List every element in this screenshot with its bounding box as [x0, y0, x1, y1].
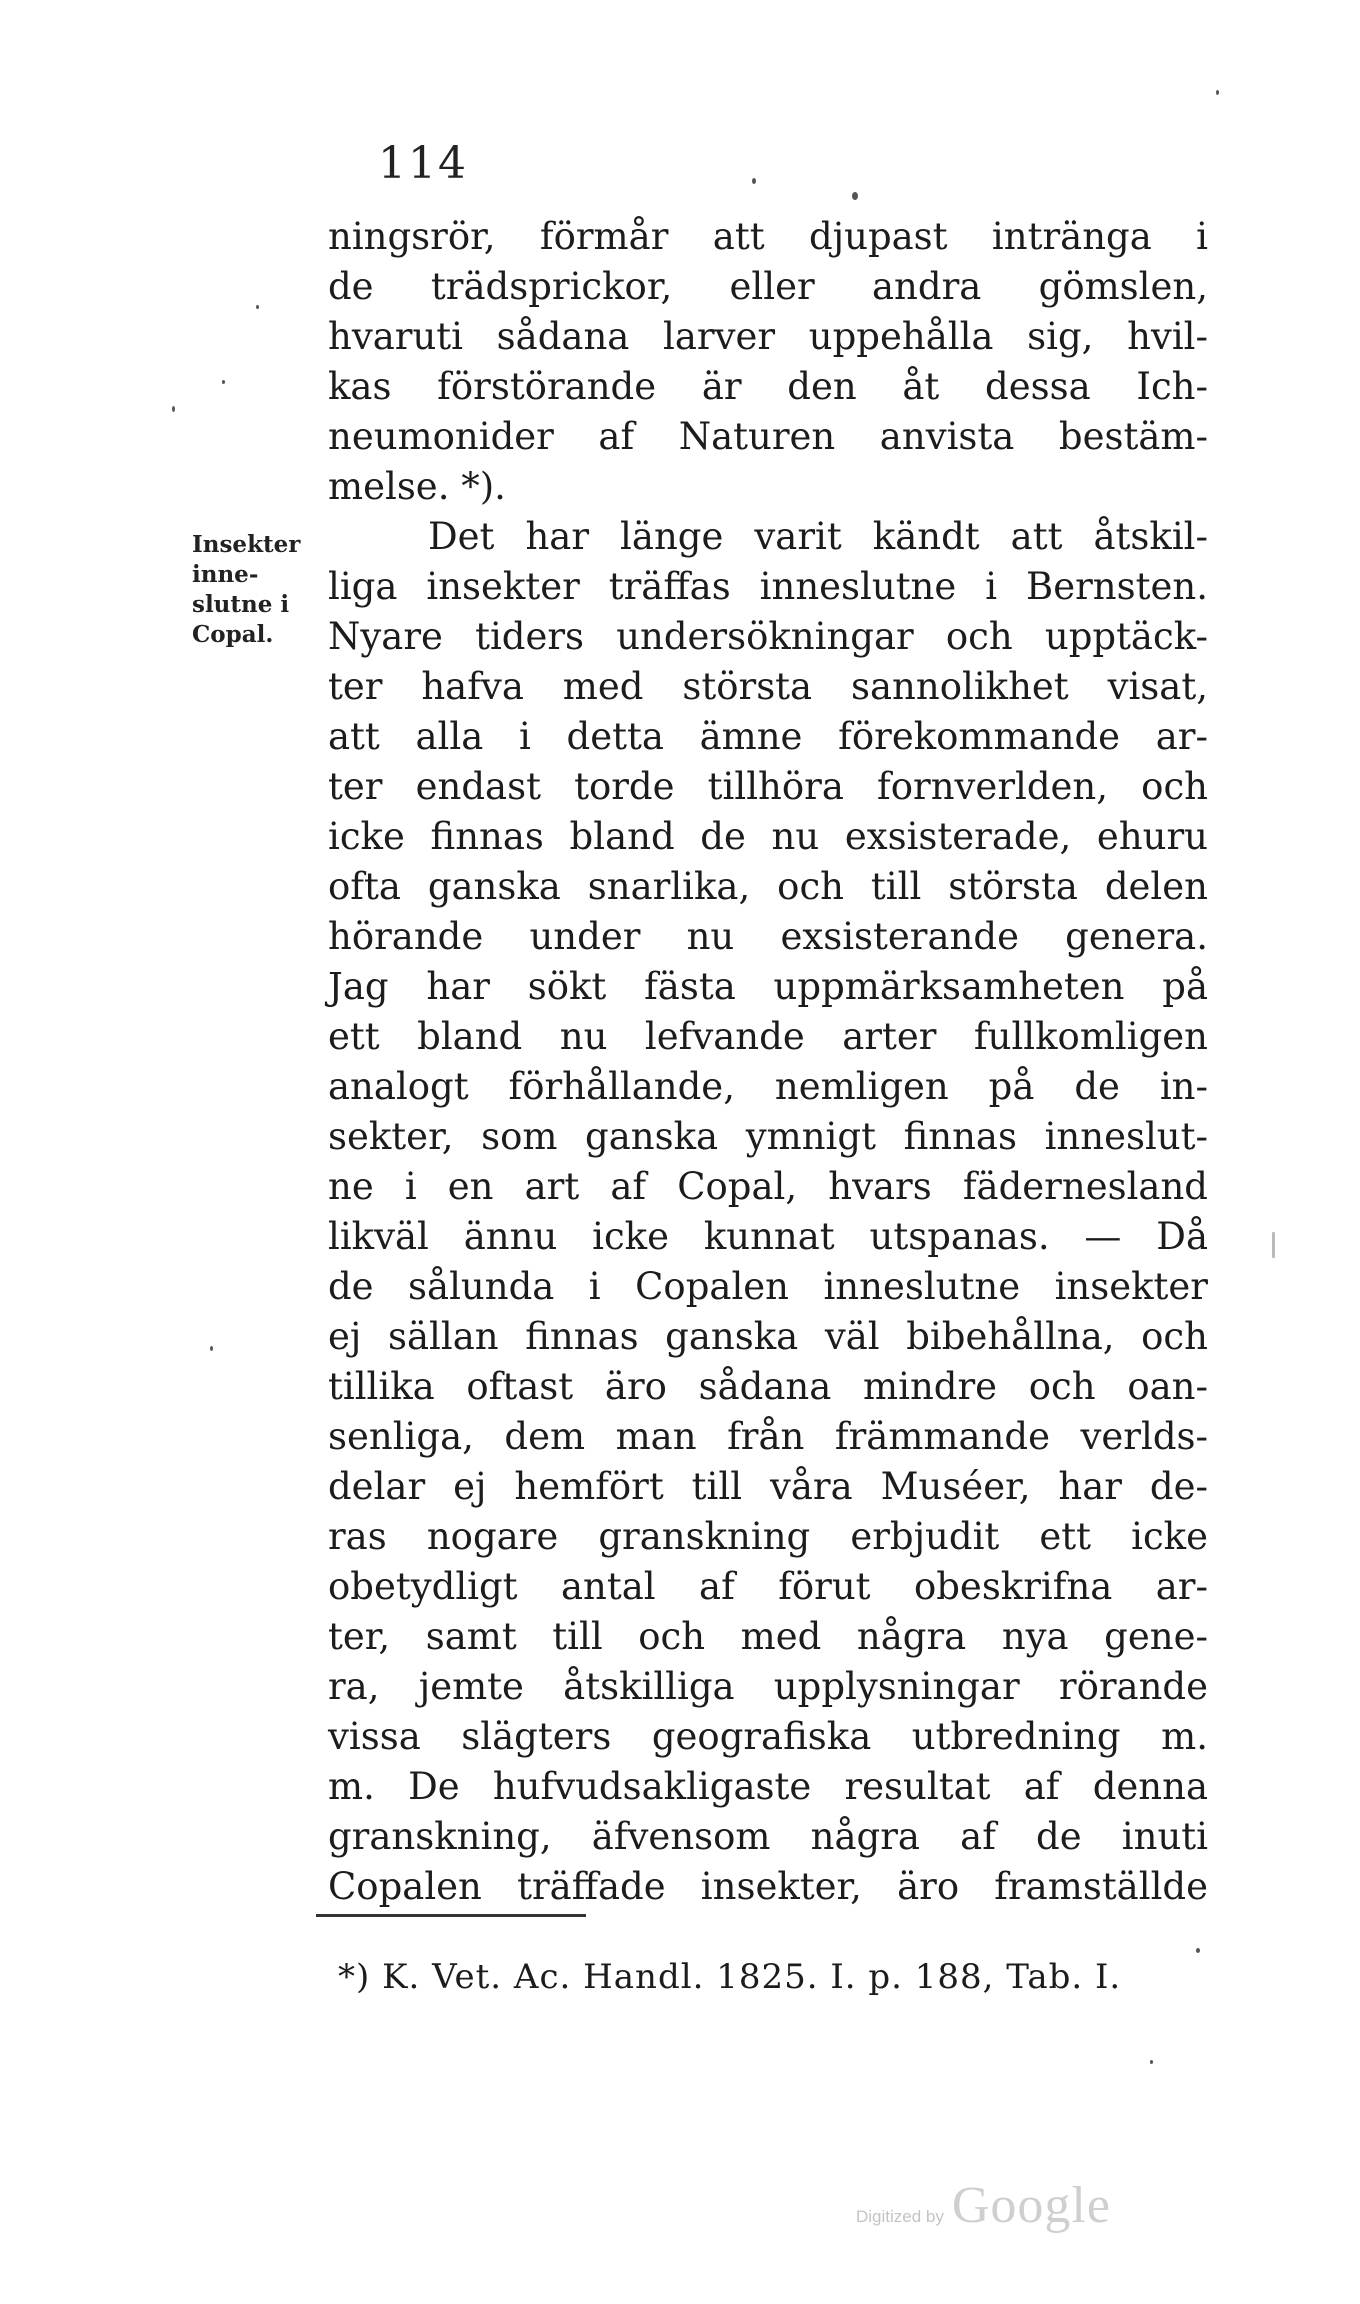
text-line: ett bland nu lefvande arter fullkomligen [328, 1015, 1208, 1058]
text-line: ej sällan finnas ganska väl bibehållna, och [328, 1315, 1208, 1358]
margin-note-line: slutne i [192, 591, 290, 618]
footnote-divider [316, 1914, 586, 1917]
scan-speck [752, 178, 756, 184]
text-line: att alla i detta ämne förekommande ar- [328, 715, 1208, 758]
scan-speck [172, 406, 175, 412]
text-line: ra, jemte åtskilliga upplysningar rörande [328, 1665, 1208, 1708]
text-line: neumonider af Naturen anvista bestäm- [328, 415, 1208, 458]
margin-note-line: Copal. [192, 621, 274, 648]
text-line: m. De hufvudsakligaste resultat af denna [328, 1765, 1208, 1808]
text-line: hörande under nu exsisterande genera. [328, 915, 1208, 958]
footnote: *) K. Vet. Ac. Handl. 1825. I. p. 188, Tab. I. [338, 1957, 1122, 1997]
text-line: ter hafva med största sannolikhet visat, [328, 665, 1208, 708]
text-line: senliga, dem man från främmande verlds- [328, 1415, 1208, 1458]
scan-speck [256, 305, 259, 309]
margin-note-line: Insekter [192, 531, 301, 558]
text-line: granskning, äfvensom några af de inuti [328, 1815, 1208, 1858]
text-line: ter endast torde tillhöra fornverlden, och [328, 765, 1208, 808]
text-line: hvaruti sådana larver uppehålla sig, hvil- [328, 315, 1208, 358]
text-line: ras nogare granskning erbjudit ett icke [328, 1515, 1208, 1558]
text-line: liga insekter träffas inneslutne i Bernsten. [328, 565, 1208, 608]
text-line: Jag har sökt fästa uppmärksamheten på [328, 965, 1208, 1008]
margin-note [192, 530, 332, 650]
text-line: likväl ännu icke kunnat utspanas. — Då [328, 1215, 1208, 1258]
scan-speck [222, 380, 225, 384]
scan-speck [210, 1346, 213, 1351]
text-line: de trädsprickor, eller andra gömslen, [328, 265, 1208, 308]
body-text [328, 212, 1208, 1912]
text-line: delar ej hemfört till våra Muséer, har de- [328, 1465, 1208, 1508]
margin-note-line: inne- [192, 561, 259, 588]
text-line: ne i en art af Copal, hvars fädernesland [328, 1165, 1208, 1208]
scan-speck [1216, 90, 1219, 95]
text-line: de sålunda i Copalen inneslutne insekter [328, 1265, 1208, 1308]
text-line: Nyare tiders undersökningar och upptäck- [328, 615, 1208, 658]
digitization-watermark [856, 2176, 1111, 2235]
google-logo: Google [951, 2177, 1111, 2234]
text-line: ofta ganska snarlika, och till största delen [328, 865, 1208, 908]
scan-speck [1196, 1948, 1200, 1953]
text-line: obetydligt antal af förut obeskrifna ar- [328, 1565, 1208, 1608]
watermark-prefix: Digitized by [856, 2207, 944, 2226]
text-line: tillika oftast äro sådana mindre och oan- [328, 1365, 1208, 1408]
text-line: sekter, som ganska ymnigt finnas inneslut- [328, 1115, 1208, 1158]
text-line: ningsrör, förmår att djupast intränga i [328, 215, 1208, 258]
text-line: kas förstörande är den åt dessa Ich- [328, 365, 1208, 408]
page-number: 114 [378, 138, 468, 189]
scan-speck [1150, 2060, 1153, 2064]
text-line: Det har länge varit kändt att åtskil- [428, 515, 1208, 558]
text-line: ter, samt till och med några nya gene- [328, 1615, 1208, 1658]
text-line: icke finnas bland de nu exsisterade, ehuru [328, 815, 1208, 858]
scan-speck [1272, 1232, 1275, 1258]
text-line: melse. *). [328, 465, 506, 508]
scan-speck [852, 192, 858, 200]
text-line: Copalen träffade insekter, äro framställde [328, 1865, 1208, 1908]
text-line: analogt förhållande, nemligen på de in- [328, 1065, 1208, 1108]
text-line: vissa slägters geografiska utbredning m. [328, 1715, 1208, 1758]
